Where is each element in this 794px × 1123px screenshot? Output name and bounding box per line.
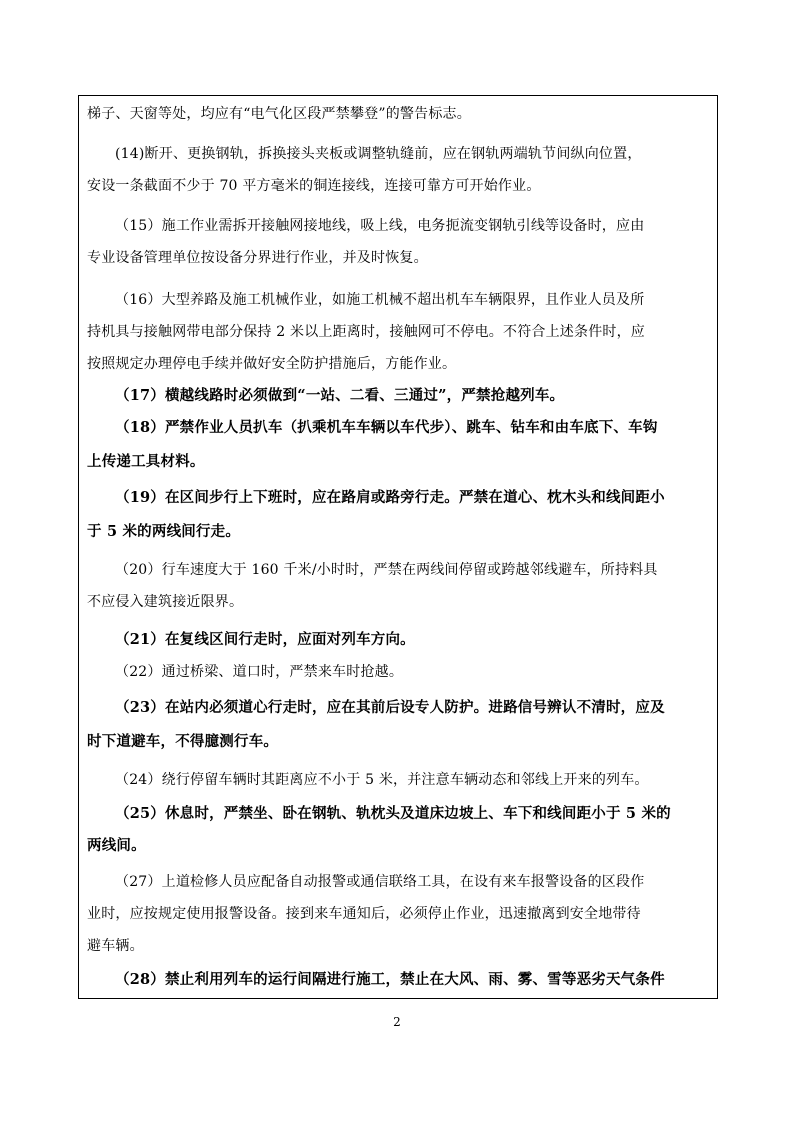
text-line: （22）通过桥梁、道口时，严禁来车时抢越。: [115, 664, 404, 680]
text-line: （19）在区间步行上下班时，应在路肩或路旁行走。严禁在道心、枕木头和线间距小: [115, 489, 665, 506]
text-line: （17）横越线路时必须做到“一站、二看、三通过”，严禁抢越列车。: [115, 387, 565, 404]
text-line: （23）在站内必须道心行走时，应在其前后设专人防护。进路信号辨认不清时，应及: [115, 699, 665, 716]
text-line: 梯子、天窗等处，均应有“电气化区段严禁攀登”的警告标志。: [87, 106, 471, 122]
text-line: （25）休息时，严禁坐、卧在钢轨、轨枕头及道床边坡上、车下和线间距小于 5 米的: [115, 805, 671, 822]
text-line: （20）行车速度大于 160 千米/小时时，严禁在两线间停留或跨越邻线避车，所持料具: [115, 562, 658, 578]
text-line: 业时，应按规定使用报警设备。接到来车通知后，必须停止作业，迅速撤离到安全地带待: [87, 906, 641, 922]
text-line: （18）严禁作业人员扒车（扒乘机车车辆以车代步）、跳车、钻车和由车底下、车钩: [115, 419, 658, 436]
text-line: 不应侵入建筑接近限界。: [87, 594, 244, 610]
text-line: 于 5 米的两线间行走。: [87, 523, 241, 540]
text-line: 持机具与接触网带电部分保持 2 米以上距离时，接触网可不停电。不符合上述条件时，应: [87, 324, 646, 340]
text-lines: [79, 96, 717, 998]
text-line: 按照规定办理停电手续并做好安全防护措施后，方能作业。: [87, 356, 457, 372]
text-line: （24）绕行停留车辆时其距离应不小于 5 米，并注意车辆动态和邻线上开来的列车。: [115, 772, 649, 788]
text-line: 两线间。: [87, 837, 146, 854]
text-line: （27）上道检修人员应配备自动报警或通信联络工具，在设有来车报警设备的区段作: [115, 874, 645, 890]
text-line: 避车辆。: [87, 938, 144, 954]
text-line: （16）大型养路及施工机械作业，如施工机械不超出机车车辆限界，且作业人员及所: [115, 292, 645, 308]
page-number: 2: [393, 1015, 401, 1029]
text-line: 专业设备管理单位按设备分界进行作业，并及时恢复。: [87, 250, 428, 266]
text-line: 上传递工具材料。: [87, 453, 205, 470]
text-line: 时下道避车，不得臆测行车。: [87, 733, 279, 750]
text-line: 安设一条截面不少于 70 平方毫米的铜连接线，连接可靠方可开始作业。: [87, 178, 541, 194]
text-line: （15）施工作业需拆开接触网接地线，吸上线，电务扼流变钢轨引线等设备时，应由: [115, 218, 645, 234]
text-line: （21）在复线区间行走时，应面对列车方向。: [115, 631, 415, 648]
text-line: (14)断开、更换钢轨，拆换接头夹板或调整轨缝前，应在钢轨两端轨节间纵向位置，: [115, 146, 642, 162]
text-line: （28）禁止利用列车的运行间隔进行施工，禁止在大风、雨、雾、雪等恶劣天气条件: [115, 971, 665, 988]
content-frame: [78, 95, 718, 999]
